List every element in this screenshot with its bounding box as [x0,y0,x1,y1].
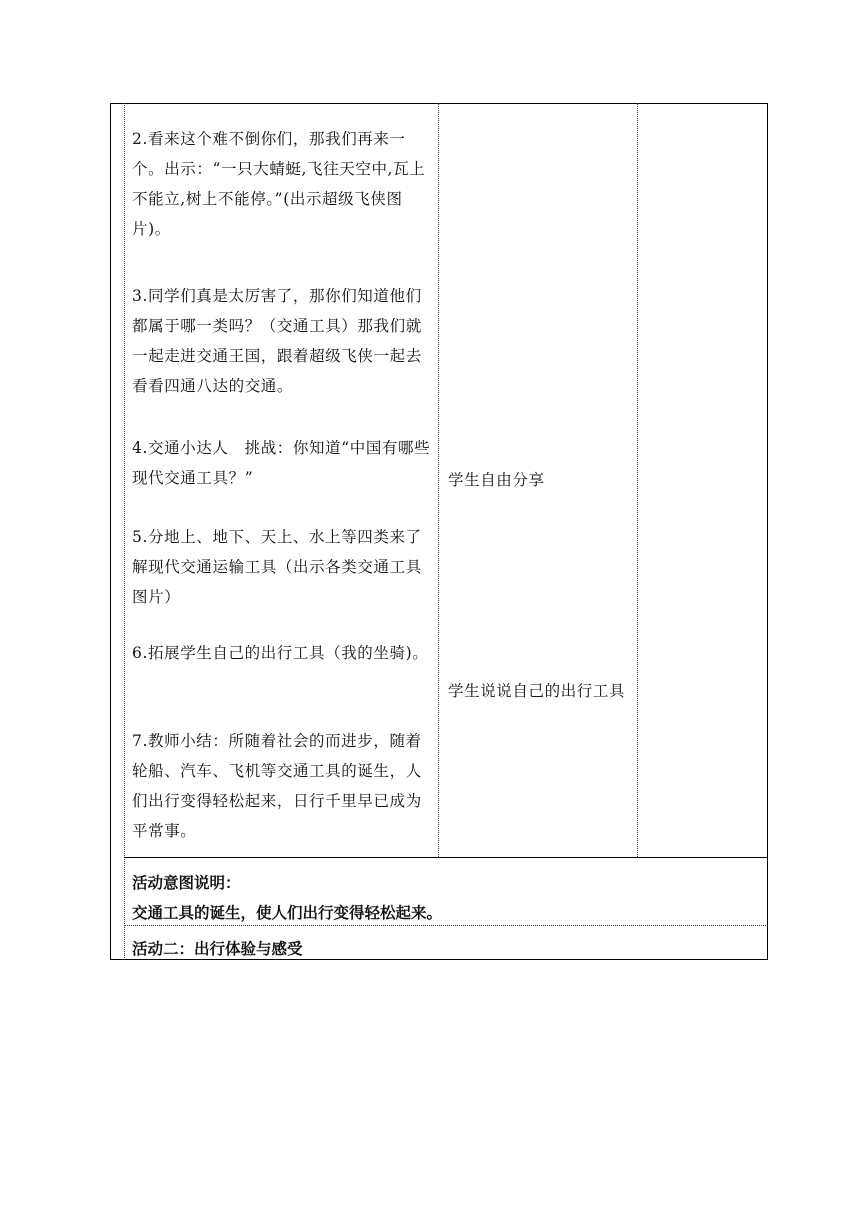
teaching-step-3: 3.同学们真是太厉害了，那你们知道他们都属于哪一类吗？（交通工具）那我们就一起走进交通王国，跟着超级飞侠一起去看看四通八达的交通。 [132,287,422,395]
teaching-step-4: 4.交通小达人 挑战：你知道“中国有哪些现代交通工具？” [132,439,431,487]
column-divider-1 [438,103,439,857]
teaching-step-5: 5.分地上、地下、天上、水上等四类来了解现代交通运输工具（出示各类交通工具图片） [132,528,422,606]
row-divider-intent [124,857,768,858]
teaching-step-6: 6.拓展学生自己的出行工具（我的坐骑)。 [132,644,429,662]
table-inner-left-border [124,103,125,960]
student-activity-share: 学生自由分享 [448,471,545,489]
activity-two-title: 活动二：出行体验与感受 [132,940,303,958]
row-divider-activity-two [124,925,768,926]
intent-body: 交通工具的诞生，使人们出行变得轻松起来。 [132,904,443,922]
teaching-step-2: 2.看来这个难不倒你们，那我们再来一个。出示：“一只大蜻蜓,飞往天空中,瓦上不能立,树上不能停。”(出示超级飞侠图片)。 [132,130,426,238]
student-activity-tools: 学生说说自己的出行工具 [448,682,626,700]
teaching-step-7: 7.教师小结：所随着社会的而进步，随着轮船、汽车、飞机等交通工具的诞生，人们出行变得轻松起来，日行千里早已成为平常事。 [132,732,422,840]
column-divider-2 [637,103,638,857]
intent-heading: 活动意图说明： [132,874,241,892]
